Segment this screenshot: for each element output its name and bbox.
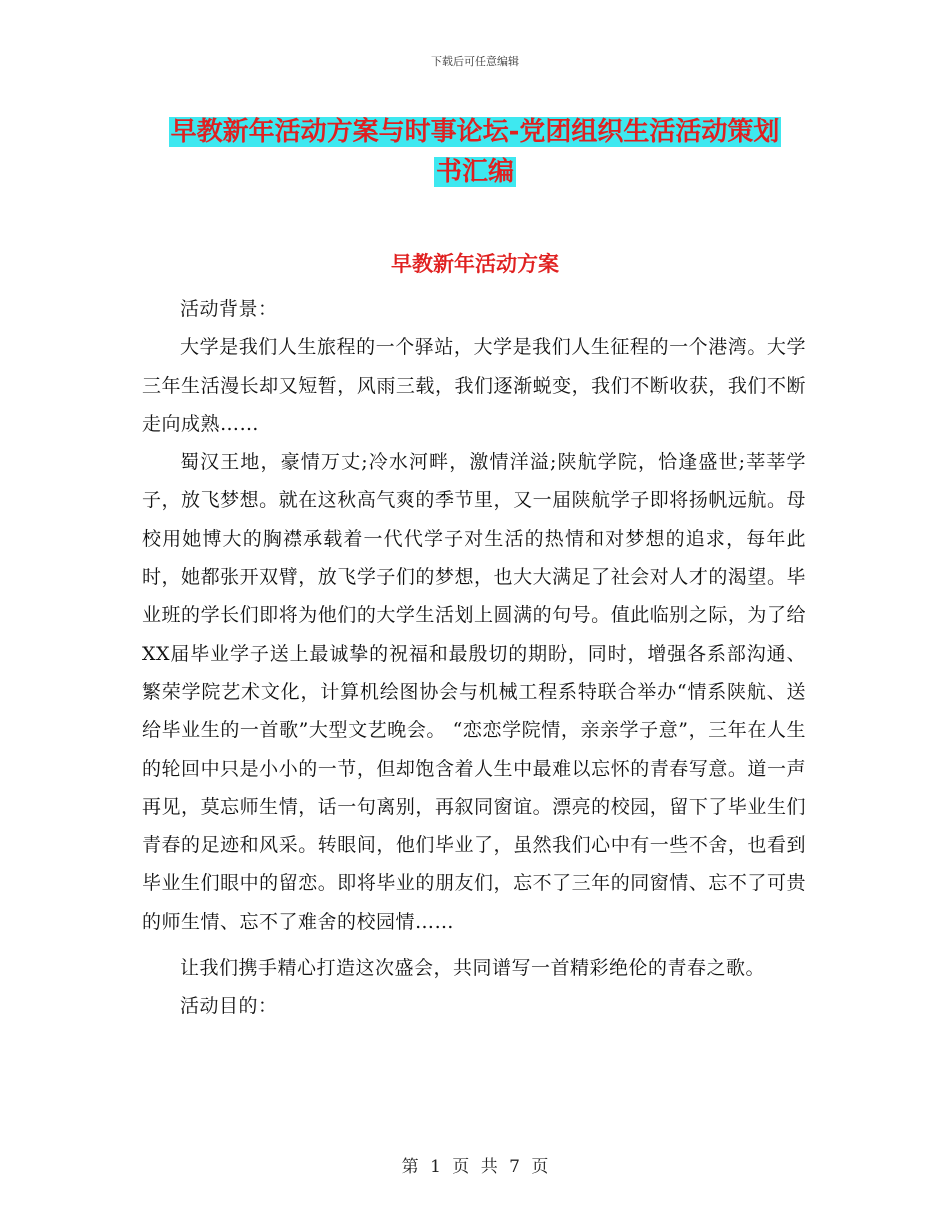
- paragraph: 让我们携手精心打造这次盛会，共同谱写一首精彩绝伦的青春之歌。: [180, 957, 766, 980]
- title-line-1: 早教新年活动方案与时事论坛-党团组织生活活动策划: [170, 117, 780, 147]
- title-line-2: 书汇编: [435, 157, 514, 187]
- section-title: 早教新年活动方案: [391, 252, 559, 276]
- document-body: [142, 290, 806, 1026]
- document-title: [0, 112, 950, 192]
- paragraph: 蜀汉王地，豪情万丈;冷水河畔，激情洋溢;陕航学院，恰逢盛世;莘莘学子，放飞梦想。就在这秋高气爽的季节里，又一届陕航学子即将扬帆远航。母校用她博大的胸襟承载着一代代学子对生活的热情和对梦想的追求，每年此时，她都张开双臂，放飞学子们的梦想，也大大满足了社会对人才的渴望。毕业班的学长们即将为他们的大学生活划上圆满的句号。值此临别之际，为了给XX届毕业学子送上最诚挚的祝福和最殷切的期盼，同时，增强各系部沟通、繁荣学院艺术文化，计算机绘图协会与机械工程系特联合举办“情系陕航、送给毕业生的一首歌”大型文艺晚会。 “恋恋学院情，亲亲学子意”，三年在人生的轮回中只是小小的一节，但却饱含着人生中最难以忘怀的青春写意。道一声再见，莫忘师生情，话一句离别，再叙同窗谊。漂亮的校园，留下了毕业生们青春的足迹和风采。转眼间，他们毕业了，虽然我们心中有一些不舍，也看到毕业生们眼中的留恋。即将毕业的朋友们，忘不了三年的同窗情、忘不了可贵的师生情、忘不了难舍的校园情……: [142, 451, 806, 933]
- paragraph-purpose-heading: 活动目的：: [180, 995, 278, 1018]
- page-number-footer: 第 1 页 共 7 页: [401, 1157, 549, 1177]
- paragraph-background-heading: 活动背景：: [180, 298, 278, 320]
- paragraph: 大学是我们人生旅程的一个驿站，大学是我们人生征程的一个港湾。大学三年生活漫长却又短暂，风雨三载，我们逐渐蜕变，我们不断收获，我们不断走向成熟……: [142, 336, 806, 435]
- header-note: 下载后可任意编辑: [431, 55, 519, 68]
